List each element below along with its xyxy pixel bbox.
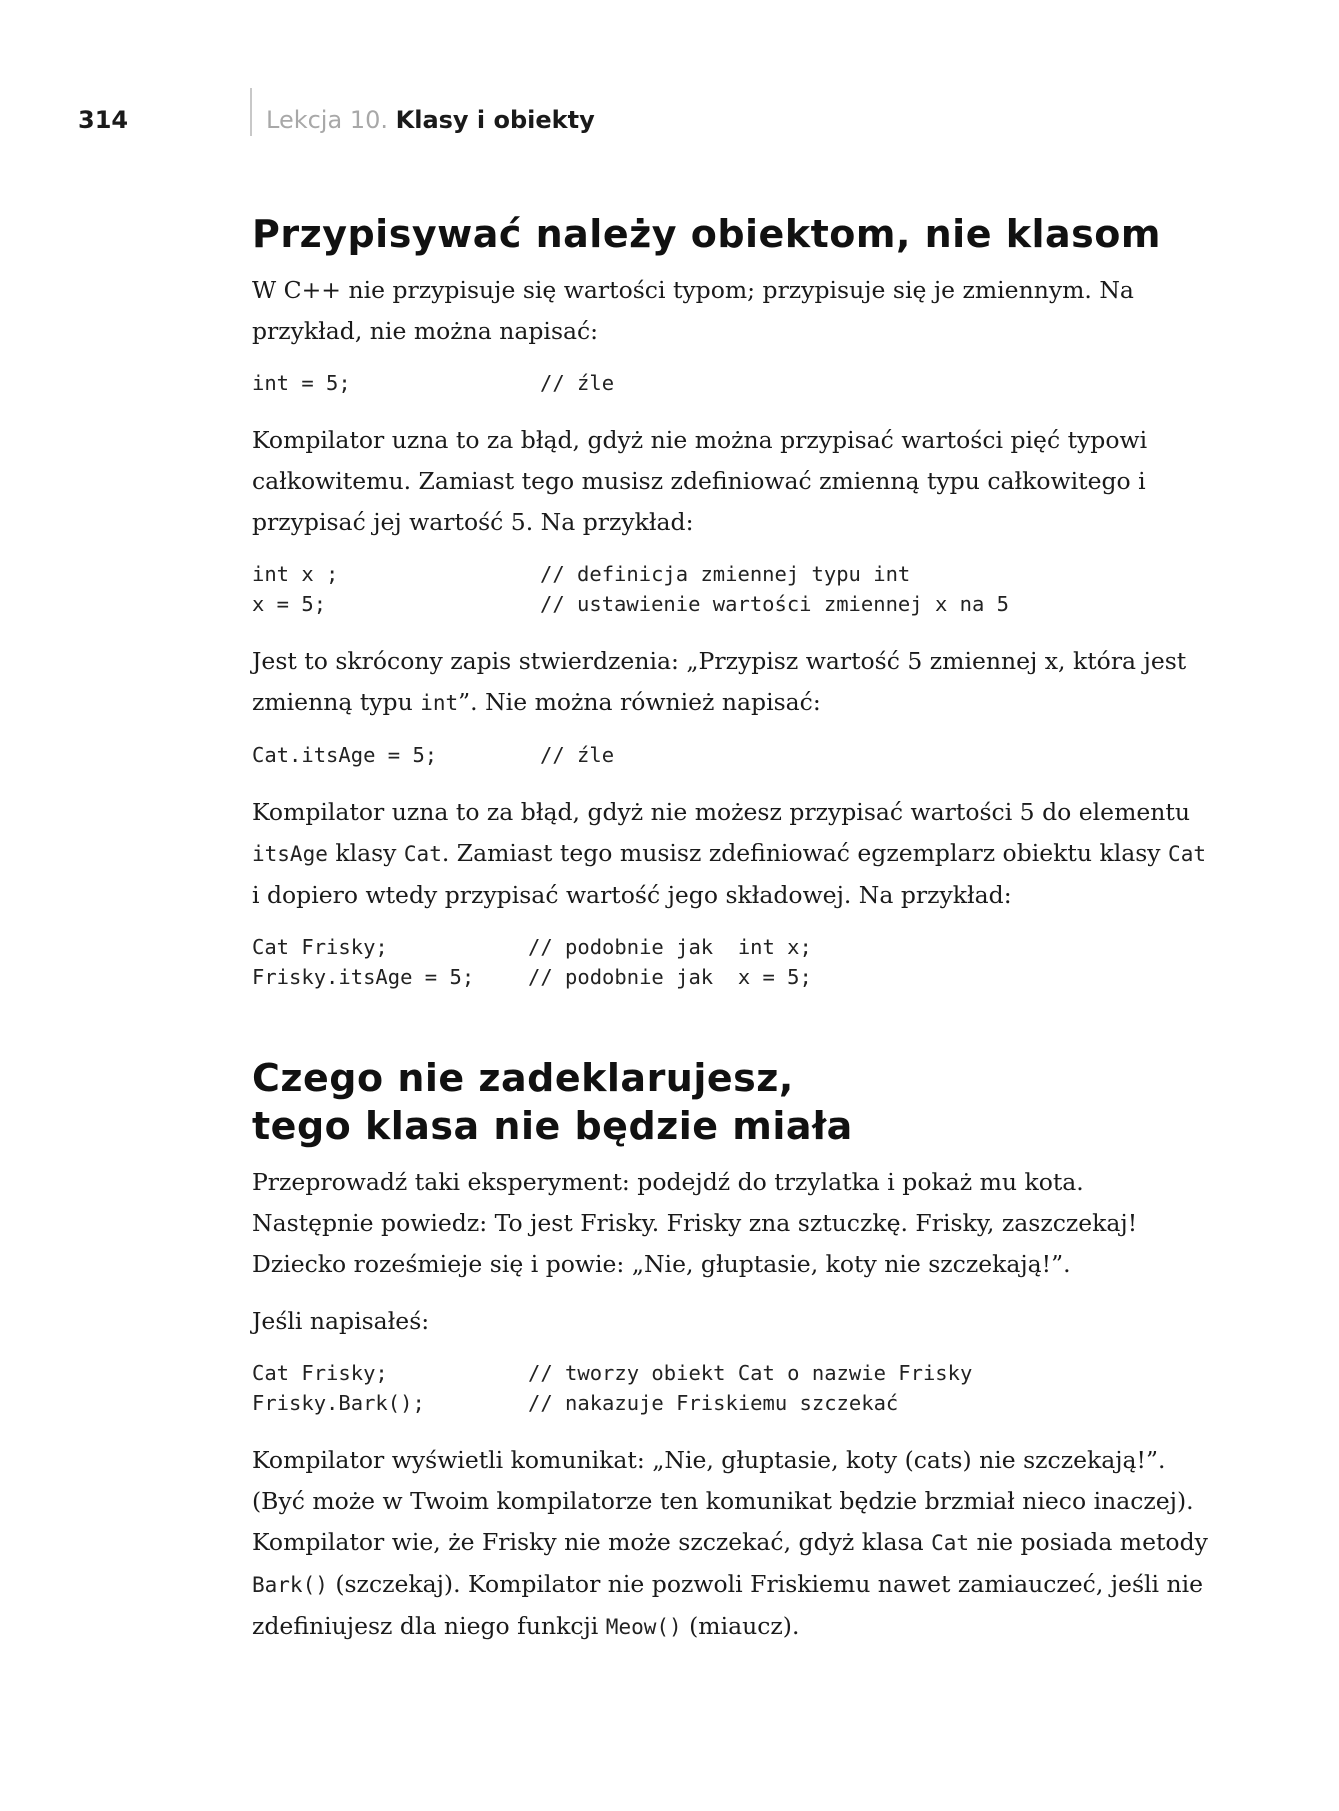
code-comment: // źle: [540, 743, 615, 767]
code-comment: // podobnie jak x = 5;: [528, 965, 812, 989]
section-heading-assign-objects: Przypisywać należy obiektom, nie klasom: [252, 212, 1161, 256]
paragraph: [252, 792, 1212, 916]
code-line: [252, 559, 1212, 589]
section-heading-undeclared-members: [252, 1054, 1212, 1150]
code-line: [252, 962, 1212, 992]
text-run: i dopiero wtedy przypisać wartość jego składowej. Na przykład:: [252, 881, 1012, 909]
heading-line: Czego nie zadeklarujesz,: [252, 1056, 794, 1100]
code-statement: Cat Frisky;: [252, 1361, 388, 1385]
code-statement: x = 5;: [252, 592, 327, 616]
text-run: (szczekaj). Kompilator nie pozwoli Friskiemu nawet zamiauczeć, jeśli nie zdefiniujesz dla niego funkcji: [252, 1570, 1204, 1640]
code-comment: // tworzy obiekt Cat o nazwie Frisky: [528, 1361, 973, 1385]
running-head: [0, 88, 1339, 144]
section-spacer: [252, 1014, 1212, 1054]
code-comment: // definicja zmiennej typu int: [540, 562, 911, 586]
code-line: [252, 740, 1212, 770]
code-line: [252, 932, 1212, 962]
heading-line: tego klasa nie będzie miała: [252, 1104, 853, 1148]
paragraph: [252, 641, 1212, 724]
inline-code: int: [420, 691, 459, 715]
text-run: nie posiada metody: [969, 1528, 1208, 1556]
text-run: ”. Nie można również napisać:: [458, 688, 821, 716]
code-statement: Cat Frisky;: [252, 935, 388, 959]
paragraph: Kompilator uzna to za błąd, gdyż nie można przypisać wartości pięć typowi całkowitemu. Zamiast tego musisz zdefiniować zmienną typu całkowitego i przypisać jej wartość 5. Na przykład:: [252, 426, 1148, 536]
inline-code: Cat: [931, 1531, 969, 1555]
header-divider: [250, 88, 252, 136]
paragraph: Przeprowadź taki eksperyment: podejdź do trzylatka i pokaż mu kota. Następnie powiedz: To jest Frisky. Frisky zna sztuczkę. Frisky, zaszczekaj! Dziecko roześmieje się i powie: „Nie, głuptasie, koty nie szczekają!”.: [252, 1168, 1138, 1278]
text-run: . Zamiast tego musisz zdefiniować egzemplarz obiektu klasy: [441, 839, 1169, 867]
code-line: [252, 589, 1212, 619]
code-line: [252, 368, 1212, 398]
code-block: [252, 1358, 1212, 1418]
text-run: (miaucz).: [681, 1612, 800, 1640]
paragraph: Jeśli napisałeś:: [252, 1307, 430, 1335]
code-comment: // źle: [540, 371, 615, 395]
running-title: [266, 106, 595, 134]
text-run: Kompilator wyświetli komunikat: „Nie, głuptasie, koty (cats) nie szczekają!”. (Być może w Twoim kompilatorze ten komunikat będzie brzmiał nieco inaczej). Kompilator wie, że Frisky nie może szczekać, gdyż klasa: [252, 1446, 1194, 1556]
page-number: 314: [78, 106, 129, 134]
code-comment: // nakazuje Friskiemu szczekać: [528, 1391, 899, 1415]
code-block: [252, 932, 1212, 992]
code-comment: // ustawienie wartości zmiennej x na 5: [540, 592, 1009, 616]
code-statement: int = 5;: [252, 371, 351, 395]
inline-code: Meow(): [605, 1615, 682, 1639]
inline-code: Cat: [1168, 842, 1206, 866]
code-line: [252, 1358, 1212, 1388]
code-statement: Frisky.Bark();: [252, 1391, 425, 1415]
code-comment: // podobnie jak int x;: [528, 935, 812, 959]
code-statement: Cat.itsAge = 5;: [252, 743, 438, 767]
chapter-title: Klasy i obiekty: [395, 106, 595, 134]
code-line: [252, 1388, 1212, 1418]
code-statement: int x ;: [252, 562, 339, 586]
inline-code: itsAge: [252, 842, 328, 866]
inline-code: Cat: [403, 842, 442, 866]
code-block: [252, 368, 1212, 398]
lesson-label: Lekcja 10.: [266, 106, 388, 134]
code-block: [252, 740, 1212, 770]
text-run: klasy: [327, 839, 404, 867]
paragraph: [252, 1440, 1212, 1648]
code-statement: Frisky.itsAge = 5;: [252, 965, 475, 989]
text-run: Kompilator uzna to za błąd, gdyż nie możesz przypisać wartości 5 do elementu: [252, 798, 1190, 826]
page-content: [252, 210, 1212, 1664]
inline-code: Bark(): [252, 1573, 328, 1597]
code-block: [252, 559, 1212, 619]
text-run: Jest to skrócony zapis stwierdzenia: „Przypisz wartość 5 zmiennej x, która jest zmienną typu: [252, 647, 1187, 716]
paragraph: W C++ nie przypisuje się wartości typom; przypisuje się je zmiennym. Na przykład, nie można napisać:: [252, 276, 1134, 345]
